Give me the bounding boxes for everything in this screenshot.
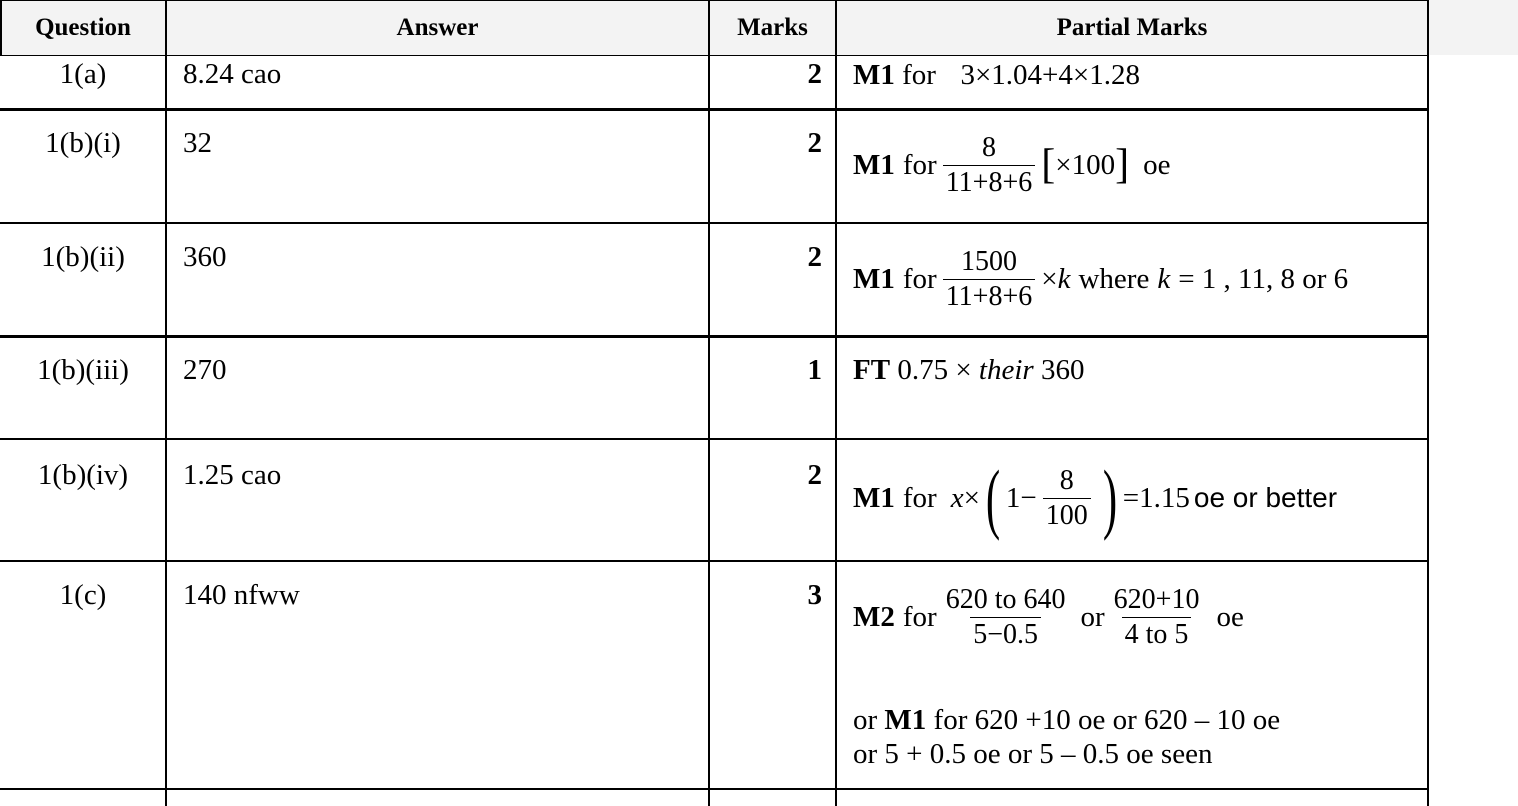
- numerator: 620 to 640: [945, 583, 1066, 615]
- question-cell: 1(b)(ii): [41, 241, 125, 273]
- answer-cell: 360: [183, 241, 227, 273]
- mark-code: FT: [853, 354, 891, 386]
- fraction: [943, 133, 1036, 198]
- marks-cell: 2: [807, 241, 822, 273]
- for-text: for: [902, 59, 936, 91]
- math-expression: 3×1.04+4×1.28: [960, 59, 1141, 91]
- answer-cell: 140 nfww: [183, 579, 300, 611]
- one-minus: 1−: [1005, 482, 1037, 514]
- ft-value: 360: [1040, 354, 1085, 386]
- times-symbol: ×: [1041, 263, 1058, 295]
- marks-cell: 3: [807, 579, 822, 611]
- mark-code: M1: [853, 149, 895, 181]
- numerator: 620+10: [1113, 583, 1200, 615]
- grid-line: [0, 560, 1428, 562]
- grid-line: [0, 0, 2, 55]
- for-text: for: [902, 149, 937, 181]
- grid-line: [0, 55, 1428, 56]
- question-cell: 1(c): [59, 579, 107, 611]
- answer-cell: 32: [183, 127, 212, 159]
- close-bracket: ]: [1115, 142, 1130, 188]
- or-text: or: [853, 704, 878, 736]
- mark-code: M1: [853, 59, 895, 91]
- denominator: 4 to 5: [1122, 617, 1192, 650]
- partial-marks-cell: [853, 353, 1084, 387]
- partial-marks-cell: [853, 58, 1140, 92]
- denominator: 100: [1043, 498, 1091, 531]
- equals-expression: =1.15: [1122, 482, 1190, 514]
- header-question: Question: [0, 0, 166, 55]
- grid-line: [0, 222, 1428, 224]
- numerator: 8: [981, 131, 996, 163]
- grid-line: [835, 0, 837, 806]
- numerator: 8: [1059, 464, 1074, 496]
- denominator: 11+8+6: [943, 279, 1036, 312]
- mark-code: M1: [884, 704, 927, 736]
- partial-marks-cell: [853, 130, 1170, 200]
- bracket-expression: ×100: [1055, 149, 1116, 181]
- header-answer: Answer: [166, 0, 709, 55]
- grid-line: [165, 0, 167, 806]
- values-text: = 1 , 11, 8 or 6: [1178, 263, 1349, 295]
- mark-code: M1: [853, 482, 895, 514]
- denominator: 5−0.5: [970, 617, 1041, 650]
- header-marks: Marks: [709, 0, 836, 55]
- grid-line: [0, 0, 1428, 1]
- partial-marks-cell: [853, 454, 1338, 541]
- question-cell: 1(b)(iii): [37, 354, 129, 386]
- oe-text: oe or better: [1193, 482, 1338, 513]
- fraction: [1111, 585, 1203, 650]
- answer-cell: 1.25 cao: [183, 459, 282, 491]
- mark-code: M2: [853, 601, 895, 633]
- where-text: where: [1078, 263, 1150, 295]
- marks-cell: 2: [807, 459, 822, 491]
- for-text: for: [902, 482, 937, 514]
- grid-line: [0, 335, 1428, 338]
- close-paren: ): [1102, 454, 1117, 541]
- oe-text: oe: [1216, 601, 1244, 633]
- partial-marks-cell: [853, 582, 1244, 652]
- variable-k: k: [1057, 263, 1071, 295]
- fraction: [943, 585, 1069, 650]
- mark-code: M1: [853, 263, 895, 295]
- open-bracket: [: [1041, 142, 1056, 188]
- numerator: 1500: [960, 245, 1017, 277]
- fraction: [1043, 466, 1091, 531]
- for-text: for: [902, 601, 937, 633]
- grid-line: [0, 108, 1428, 111]
- answer-cell: 8.24 cao: [183, 58, 282, 90]
- answer-cell: 270: [183, 354, 227, 386]
- variable-k: k: [1157, 263, 1171, 295]
- partial-marks-cell: [853, 244, 1348, 314]
- open-paren: (: [985, 454, 1001, 541]
- oe-text: oe: [1143, 149, 1171, 181]
- header-background-extension: [1428, 0, 1518, 55]
- fraction: [943, 247, 1036, 312]
- header-partial-marks: Partial Marks: [836, 0, 1428, 55]
- for-text: for: [902, 263, 937, 295]
- ft-text: 0.75 ×: [897, 354, 972, 386]
- grid-line: [0, 788, 1428, 790]
- marks-cell: 2: [807, 58, 822, 90]
- times-symbol: ×: [963, 482, 980, 514]
- marks-cell: 1: [807, 354, 822, 386]
- alternative-text: for 620 +10 oe or 620 – 10 oe: [933, 704, 1281, 736]
- grid-line: [708, 0, 710, 806]
- their-text: their: [978, 354, 1034, 386]
- variable-x: x: [950, 482, 964, 514]
- marks-cell: 2: [807, 127, 822, 159]
- question-cell: 1(b)(iv): [37, 459, 129, 491]
- question-cell: 1(b)(i): [45, 127, 121, 159]
- or-text: or: [1080, 601, 1105, 633]
- denominator: 11+8+6: [943, 165, 1036, 198]
- alternative-method-line: [853, 703, 1280, 737]
- question-cell: 1(a): [59, 58, 107, 90]
- grid-line: [0, 438, 1428, 440]
- grid-line: [1427, 0, 1429, 806]
- alternative-method-line: or 5 + 0.5 oe or 5 – 0.5 oe seen: [853, 738, 1213, 770]
